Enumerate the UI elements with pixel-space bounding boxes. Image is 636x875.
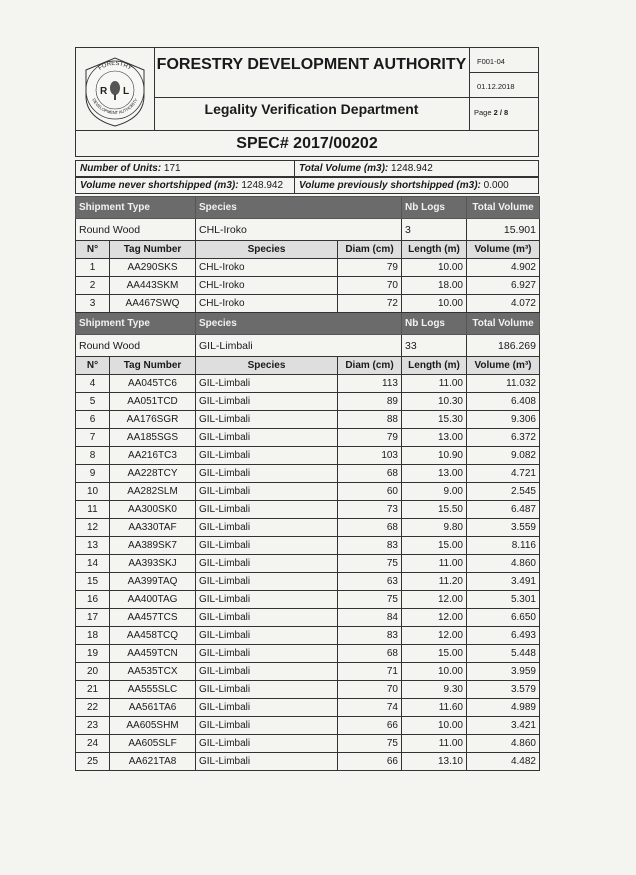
diameter-cell: 71 bbox=[338, 663, 402, 681]
table-row bbox=[76, 663, 540, 681]
species-cell: GIL-Limbali bbox=[196, 375, 338, 393]
diameter-cell: 66 bbox=[338, 717, 402, 735]
diameter-cell: 74 bbox=[338, 699, 402, 717]
table-row bbox=[76, 411, 540, 429]
length-cell: 15.00 bbox=[402, 645, 467, 663]
volume-cell: 3.491 bbox=[467, 573, 540, 591]
table-row bbox=[76, 501, 540, 519]
column-header-length: Length (m) bbox=[402, 241, 467, 259]
tag-number: AA535TCX bbox=[110, 663, 196, 681]
column-header-row bbox=[76, 357, 540, 375]
logo-text-bottom: DEVELOPMENT AUTHORITY bbox=[91, 97, 139, 116]
table-row bbox=[76, 393, 540, 411]
summary-row-2 bbox=[75, 177, 539, 194]
diameter-cell: 79 bbox=[338, 259, 402, 277]
column-header-diam: Diam (cm) bbox=[338, 357, 402, 375]
tag-number: AA393SKJ bbox=[110, 555, 196, 573]
length-cell: 15.30 bbox=[402, 411, 467, 429]
volume-cell: 5.301 bbox=[467, 591, 540, 609]
species-cell: GIL-Limbali bbox=[196, 447, 338, 465]
department-name: Legality Verification Department bbox=[154, 98, 470, 130]
logo-text-top: FORESTRY bbox=[97, 60, 133, 72]
group-shipment-type: Round Wood bbox=[76, 219, 196, 241]
diameter-cell: 113 bbox=[338, 375, 402, 393]
column-header-no: N° bbox=[76, 241, 110, 259]
species-cell: GIL-Limbali bbox=[196, 627, 338, 645]
species-cell: GIL-Limbali bbox=[196, 519, 338, 537]
diameter-cell: 83 bbox=[338, 537, 402, 555]
document-header bbox=[75, 47, 539, 131]
species-cell: GIL-Limbali bbox=[196, 591, 338, 609]
tag-number: AA605SHM bbox=[110, 717, 196, 735]
volume-cell: 9.306 bbox=[467, 411, 540, 429]
row-number: 22 bbox=[76, 699, 110, 717]
volume-cell: 6.408 bbox=[467, 393, 540, 411]
previously-shortshipped-value: 0.000 bbox=[483, 180, 509, 191]
species-cell: GIL-Limbali bbox=[196, 699, 338, 717]
group-summary-row bbox=[76, 219, 540, 241]
length-cell: 12.00 bbox=[402, 627, 467, 645]
group-nb-logs: 3 bbox=[402, 219, 467, 241]
diameter-cell: 66 bbox=[338, 753, 402, 771]
table-row bbox=[76, 259, 540, 277]
never-shortshipped-label: Volume never shortshipped (m3): bbox=[80, 180, 239, 191]
diameter-cell: 75 bbox=[338, 555, 402, 573]
length-cell: 12.00 bbox=[402, 591, 467, 609]
row-number: 9 bbox=[76, 465, 110, 483]
row-number: 23 bbox=[76, 717, 110, 735]
group-species: CHL-Iroko bbox=[196, 219, 402, 241]
length-cell: 10.00 bbox=[402, 717, 467, 735]
group-summary-row bbox=[76, 335, 540, 357]
species-cell: GIL-Limbali bbox=[196, 573, 338, 591]
species-cell: GIL-Limbali bbox=[196, 465, 338, 483]
row-number: 13 bbox=[76, 537, 110, 555]
previously-shortshipped-label: Volume previously shortshipped (m3): bbox=[299, 180, 481, 191]
row-number: 1 bbox=[76, 259, 110, 277]
summary-row-1 bbox=[75, 160, 539, 177]
volume-cell: 6.493 bbox=[467, 627, 540, 645]
logo-letter-left: R bbox=[100, 86, 108, 97]
row-number: 19 bbox=[76, 645, 110, 663]
nb-logs-header: Nb Logs bbox=[402, 313, 467, 335]
species-cell: CHL-Iroko bbox=[196, 259, 338, 277]
species-cell: CHL-Iroko bbox=[196, 295, 338, 313]
logo-letter-right: L bbox=[123, 86, 130, 97]
species-header: Species bbox=[196, 313, 402, 335]
tag-number: AA400TAG bbox=[110, 591, 196, 609]
row-number: 10 bbox=[76, 483, 110, 501]
tag-number: AA605SLF bbox=[110, 735, 196, 753]
table-row bbox=[76, 573, 540, 591]
row-number: 3 bbox=[76, 295, 110, 313]
table-row bbox=[76, 295, 540, 313]
shipment-type-header: Shipment Type bbox=[76, 313, 196, 335]
length-cell: 10.00 bbox=[402, 295, 467, 313]
authority-title: FORESTRY DEVELOPMENT AUTHORITY bbox=[156, 56, 467, 73]
tag-number: AA399TAQ bbox=[110, 573, 196, 591]
volume-cell: 6.927 bbox=[467, 277, 540, 295]
row-number: 12 bbox=[76, 519, 110, 537]
volume-cell: 4.860 bbox=[467, 555, 540, 573]
column-header-species: Species bbox=[196, 241, 338, 259]
column-header-diam: Diam (cm) bbox=[338, 241, 402, 259]
never-shortshipped-value: 1248.942 bbox=[241, 180, 284, 191]
document-title bbox=[154, 48, 470, 98]
tag-number: AA216TC3 bbox=[110, 447, 196, 465]
row-number: 20 bbox=[76, 663, 110, 681]
nb-logs-header: Nb Logs bbox=[402, 197, 467, 219]
diameter-cell: 60 bbox=[338, 483, 402, 501]
table-row bbox=[76, 429, 540, 447]
row-number: 11 bbox=[76, 501, 110, 519]
tag-number: AA290SKS bbox=[110, 259, 196, 277]
table-row bbox=[76, 483, 540, 501]
diameter-cell: 75 bbox=[338, 591, 402, 609]
column-header-volume: Volume (m³) bbox=[467, 357, 540, 375]
total-volume-label: Total Volume (m3): bbox=[299, 163, 389, 174]
volume-cell: 2.545 bbox=[467, 483, 540, 501]
tag-number: AA459TCN bbox=[110, 645, 196, 663]
units-value: 171 bbox=[163, 163, 181, 174]
row-number: 15 bbox=[76, 573, 110, 591]
species-cell: GIL-Limbali bbox=[196, 645, 338, 663]
volume-cell: 3.579 bbox=[467, 681, 540, 699]
table-row bbox=[76, 465, 540, 483]
column-header-tag: Tag Number bbox=[110, 357, 196, 375]
diameter-cell: 63 bbox=[338, 573, 402, 591]
volume-cell: 4.072 bbox=[467, 295, 540, 313]
row-number: 17 bbox=[76, 609, 110, 627]
tag-number: AA555SLC bbox=[110, 681, 196, 699]
table-row bbox=[76, 627, 540, 645]
tag-number: AA443SKM bbox=[110, 277, 196, 295]
total-volume-value: 1248.942 bbox=[391, 163, 433, 174]
row-number: 5 bbox=[76, 393, 110, 411]
logo-cell bbox=[76, 48, 155, 130]
length-cell: 18.00 bbox=[402, 277, 467, 295]
row-number: 18 bbox=[76, 627, 110, 645]
tag-number: AA621TA8 bbox=[110, 753, 196, 771]
group-total-volume: 186.269 bbox=[467, 335, 540, 357]
length-cell: 11.00 bbox=[402, 555, 467, 573]
length-cell: 11.60 bbox=[402, 699, 467, 717]
volume-cell: 4.989 bbox=[467, 699, 540, 717]
column-header-length: Length (m) bbox=[402, 357, 467, 375]
tag-number: AA467SWQ bbox=[110, 295, 196, 313]
column-header-tag: Tag Number bbox=[110, 241, 196, 259]
volume-cell: 6.372 bbox=[467, 429, 540, 447]
diameter-cell: 75 bbox=[338, 735, 402, 753]
species-cell: GIL-Limbali bbox=[196, 735, 338, 753]
table-row bbox=[76, 645, 540, 663]
length-cell: 13.10 bbox=[402, 753, 467, 771]
diameter-cell: 84 bbox=[338, 609, 402, 627]
tag-number: AA051TCD bbox=[110, 393, 196, 411]
diameter-cell: 73 bbox=[338, 501, 402, 519]
table-row bbox=[76, 681, 540, 699]
tag-number: AA561TA6 bbox=[110, 699, 196, 717]
row-number: 7 bbox=[76, 429, 110, 447]
diameter-cell: 72 bbox=[338, 295, 402, 313]
diameter-cell: 88 bbox=[338, 411, 402, 429]
species-cell: GIL-Limbali bbox=[196, 555, 338, 573]
diameter-cell: 89 bbox=[338, 393, 402, 411]
length-cell: 15.50 bbox=[402, 501, 467, 519]
row-number: 4 bbox=[76, 375, 110, 393]
length-cell: 12.00 bbox=[402, 609, 467, 627]
document-date: 01.12.2018 bbox=[470, 73, 538, 98]
tag-number: AA045TC6 bbox=[110, 375, 196, 393]
group-nb-logs: 33 bbox=[402, 335, 467, 357]
column-header-row bbox=[76, 241, 540, 259]
forestry-authority-logo bbox=[76, 48, 154, 130]
species-cell: GIL-Limbali bbox=[196, 753, 338, 771]
volume-cell: 3.421 bbox=[467, 717, 540, 735]
tag-number: AA458TCQ bbox=[110, 627, 196, 645]
row-number: 21 bbox=[76, 681, 110, 699]
group-header-row bbox=[76, 197, 540, 219]
volume-cell: 3.959 bbox=[467, 663, 540, 681]
row-number: 25 bbox=[76, 753, 110, 771]
column-header-no: N° bbox=[76, 357, 110, 375]
tag-number: AA228TCY bbox=[110, 465, 196, 483]
volume-cell: 4.902 bbox=[467, 259, 540, 277]
length-cell: 11.00 bbox=[402, 375, 467, 393]
species-cell: GIL-Limbali bbox=[196, 717, 338, 735]
volume-cell: 5.448 bbox=[467, 645, 540, 663]
tag-number: AA330TAF bbox=[110, 519, 196, 537]
diameter-cell: 70 bbox=[338, 277, 402, 295]
column-header-species: Species bbox=[196, 357, 338, 375]
length-cell: 9.80 bbox=[402, 519, 467, 537]
units-label: Number of Units: bbox=[80, 163, 162, 174]
length-cell: 10.00 bbox=[402, 259, 467, 277]
row-number: 24 bbox=[76, 735, 110, 753]
length-cell: 11.00 bbox=[402, 735, 467, 753]
length-cell: 15.00 bbox=[402, 537, 467, 555]
log-table-body bbox=[76, 197, 540, 771]
diameter-cell: 68 bbox=[338, 519, 402, 537]
row-number: 2 bbox=[76, 277, 110, 295]
column-header-volume: Volume (m³) bbox=[467, 241, 540, 259]
volume-cell: 6.487 bbox=[467, 501, 540, 519]
species-cell: CHL-Iroko bbox=[196, 277, 338, 295]
volume-cell: 4.721 bbox=[467, 465, 540, 483]
table-row bbox=[76, 375, 540, 393]
length-cell: 13.00 bbox=[402, 429, 467, 447]
species-cell: GIL-Limbali bbox=[196, 483, 338, 501]
volume-cell: 8.116 bbox=[467, 537, 540, 555]
table-row bbox=[76, 447, 540, 465]
diameter-cell: 68 bbox=[338, 645, 402, 663]
group-species: GIL-Limbali bbox=[196, 335, 402, 357]
form-code: F001-04 bbox=[470, 48, 538, 73]
row-number: 16 bbox=[76, 591, 110, 609]
table-row bbox=[76, 555, 540, 573]
table-row bbox=[76, 591, 540, 609]
table-row bbox=[76, 753, 540, 771]
diameter-cell: 83 bbox=[338, 627, 402, 645]
volume-cell: 3.559 bbox=[467, 519, 540, 537]
table-row bbox=[76, 699, 540, 717]
species-cell: GIL-Limbali bbox=[196, 429, 338, 447]
table-row bbox=[76, 519, 540, 537]
length-cell: 9.30 bbox=[402, 681, 467, 699]
volume-cell: 4.482 bbox=[467, 753, 540, 771]
diameter-cell: 68 bbox=[338, 465, 402, 483]
table-row bbox=[76, 717, 540, 735]
row-number: 8 bbox=[76, 447, 110, 465]
total-volume-header: Total Volume bbox=[467, 313, 540, 335]
group-total-volume: 15.901 bbox=[467, 219, 540, 241]
volume-cell: 4.860 bbox=[467, 735, 540, 753]
species-header: Species bbox=[196, 197, 402, 219]
diameter-cell: 79 bbox=[338, 429, 402, 447]
length-cell: 9.00 bbox=[402, 483, 467, 501]
volume-cell: 6.650 bbox=[467, 609, 540, 627]
species-cell: GIL-Limbali bbox=[196, 411, 338, 429]
log-table bbox=[75, 196, 540, 771]
shipment-type-header: Shipment Type bbox=[76, 197, 196, 219]
page-number bbox=[470, 98, 538, 130]
tag-number: AA457TCS bbox=[110, 609, 196, 627]
species-cell: GIL-Limbali bbox=[196, 609, 338, 627]
page-label: Page bbox=[474, 108, 492, 117]
tag-number: AA176SGR bbox=[110, 411, 196, 429]
length-cell: 10.30 bbox=[402, 393, 467, 411]
tag-number: AA185SGS bbox=[110, 429, 196, 447]
length-cell: 10.00 bbox=[402, 663, 467, 681]
tag-number: AA389SK7 bbox=[110, 537, 196, 555]
tag-number: AA300SK0 bbox=[110, 501, 196, 519]
species-cell: GIL-Limbali bbox=[196, 681, 338, 699]
table-row bbox=[76, 735, 540, 753]
row-number: 6 bbox=[76, 411, 110, 429]
volume-cell: 9.082 bbox=[467, 447, 540, 465]
length-cell: 11.20 bbox=[402, 573, 467, 591]
species-cell: GIL-Limbali bbox=[196, 501, 338, 519]
species-cell: GIL-Limbali bbox=[196, 537, 338, 555]
group-header-row bbox=[76, 313, 540, 335]
volume-cell: 11.032 bbox=[467, 375, 540, 393]
table-row bbox=[76, 609, 540, 627]
table-row bbox=[76, 537, 540, 555]
spec-number: SPEC# 2017/00202 bbox=[75, 131, 539, 157]
length-cell: 13.00 bbox=[402, 465, 467, 483]
species-cell: GIL-Limbali bbox=[196, 393, 338, 411]
group-shipment-type: Round Wood bbox=[76, 335, 196, 357]
row-number: 14 bbox=[76, 555, 110, 573]
total-volume-header: Total Volume bbox=[467, 197, 540, 219]
diameter-cell: 70 bbox=[338, 681, 402, 699]
tag-number: AA282SLM bbox=[110, 483, 196, 501]
species-cell: GIL-Limbali bbox=[196, 663, 338, 681]
page-value: 2 / 8 bbox=[493, 108, 509, 117]
length-cell: 10.90 bbox=[402, 447, 467, 465]
diameter-cell: 103 bbox=[338, 447, 402, 465]
table-row bbox=[76, 277, 540, 295]
